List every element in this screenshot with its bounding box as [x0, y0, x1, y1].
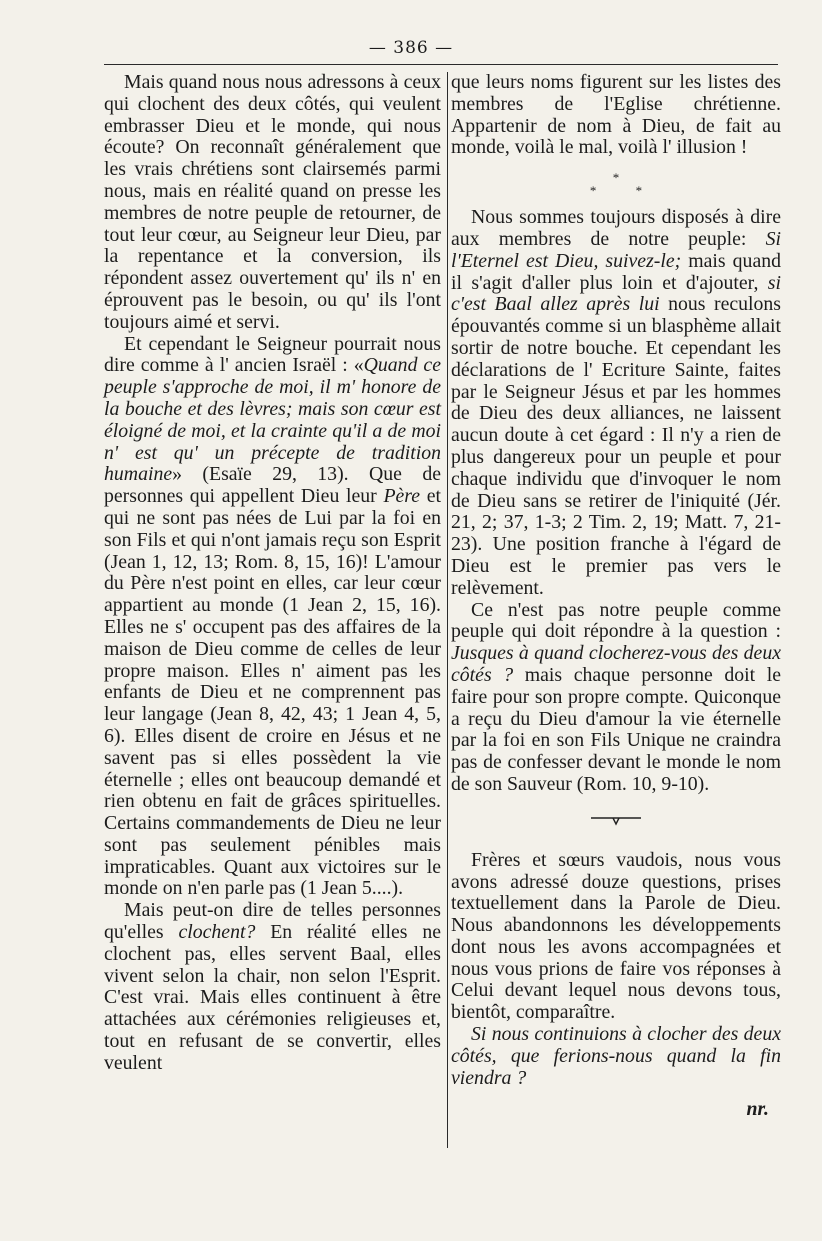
left-column [104, 72, 441, 1075]
signature: nr. [746, 1098, 769, 1121]
left-p2-text-a: Et cependant le Seigneur pourrait nous dire comme à l' ancien Israël : « [104, 332, 441, 377]
column-divider [447, 72, 448, 1148]
right-p2-text-c: nous reculons épouvantés comme si un blasphème allait sortir de notre bouche. Et cependant les déclarations de l' Ecriture Sainte, faites par le Seigneur Jésus et par les hommes de Dieu des deux alliances, ne laissent aucun doute à cet égard : Il n'y a rien de plus dangereux pour un peuple et pour chaque individu que d'invoquer le nom de Dieu sans se retirer de l'iniquité (Jér. 21, 2; 37, 1-3; 2 Tim. 2, 19; Matt. 7, 21-23). Une position franche à l'égard de Dieu est le premier pas vers le relèvement. [451, 293, 782, 599]
right-paragraph-2 [451, 207, 781, 599]
right-paragraph-1: que leurs noms figurent sur les listes des membres de l'Eglise chrétienne. Appartenir de nom à Dieu, de fait au monde, voilà le mal, voilà l' illusion ! [451, 71, 781, 159]
asterism-top: * [612, 170, 620, 186]
asterism-bottom: * * [589, 183, 661, 199]
right-p5-closing: Si nous continuions à clocher des deux côtés, que ferions-nous quand la fin viendra ? [451, 1023, 781, 1089]
right-p2-text-b: mais quand il s'agit d'aller plus loin et d'ajouter, [451, 249, 782, 294]
left-paragraph-1: Mais quand nous nous adressons à ceux qui clochent des deux côtés, qui veulent embrasser Dieu et le monde, qui nous écoute? On reconnaît généralement que les vrais chrétiens sont clairsemés parmi nous, mais en réalité quand on presse les membres de notre peuple de retourner, de tout leur cœur, au Seigneur leur Dieu, par la repentance et la conversion, ils répondent assez ouvertement qu' ils n' en éprouvent pas le besoin, ou qu' ils l'ont toujours aimé et servi. [104, 71, 441, 333]
right-paragraph-4: Frères et sœurs vaudois, nous vous avons adressé douze questions, prises textuellement dans la Parole de Dieu. Nous abandonnons les développements dont nous les avons accompagnées et nous vous prions de faire vos réponses à Celui devant lequel nous devons tous, bientôt, comparaître. [451, 848, 781, 1024]
right-paragraph-3 [451, 600, 781, 796]
left-p2-text-b: » (Esaïe 29, 13). Que de personnes qui appellent Dieu leur [104, 463, 441, 508]
left-p2-text-c: et qui ne sont pas nées de Lui par la foi en son Fils et qui n'ont jamais reçu son Esprit (Jean 1, 12, 13; Rom. 8, 15, 16)! L'amour du Père n'est point en elles, car leur cœur appartient au monde (1 Jean 2, 15, 16). Elles ne s' occupent pas des affaires de la maison de Dieu comme de celles de leur propre maison. Elles n' aiment pas les enfants de Dieu et ne comprennent pas leur langage (Jean 8, 42, 43; 1 Jean 4, 5, 6). Elles disent de croire en Jésus et ne savent pas si elles possèdent la vie éternelle ; elles ont beaucoup demandé et rien obtenu en fait de grâces spirituelles. Certains commandements de Dieu ne leur sont pas seulement pénibles mais impraticables. Quant aux victoires sur le monde on n'en parle pas (1 Jean 5....). [104, 485, 441, 900]
header-rule [104, 64, 778, 65]
ornament-divider [451, 810, 781, 824]
left-p2-quote: Quand ce peuple s'approche de moi, il m' honore de la bouche et des lèvres; mais son cœur est éloigné de moi, et la crainte qu'il a de moi n' est qu' un précepte de tradition humaine [104, 354, 441, 486]
right-p3-text-a: Ce n'est pas notre peuple comme peuple qui doit répondre à la question : [451, 598, 781, 643]
left-paragraph-2 [104, 334, 441, 901]
left-p3-text-b: En réalité elles ne clochent pas, elles servent Baal, elles vivent selon la chair, non selon l'Esprit. C'est vrai. Mais elles continuent à être attachées aux cérémonies religieuses et, tout en refusant de se convertir, elles veulent [104, 921, 442, 1074]
ornament-icon [589, 814, 643, 826]
asterism [451, 171, 781, 197]
right-paragraph-5 [451, 1024, 781, 1089]
right-p2-quote-2: si c'est Baal allez après lui [451, 271, 781, 316]
left-paragraph-3 [104, 900, 441, 1074]
left-p3-text-a: Mais peut-on dire de telles personnes qu'elles [104, 899, 441, 944]
right-column [451, 72, 781, 1121]
right-p2-quote-1: Si l'Eternel est Dieu, suivez-le; [451, 227, 781, 272]
right-p3-quote: Jusques à quand clocherez-vous des deux côtés ? [451, 642, 781, 686]
left-p2-pere: Père [383, 485, 421, 508]
left-p3-clochent: clochent? [178, 921, 256, 944]
right-p3-text-b: mais chaque personne doit le faire pour son propre compte. Quiconque a reçu du Dieu d'amour la vie éternelle par la foi en son Fils Unique ne craindra pas de confesser devant le monde le nom de son Sauveur (Rom. 10, 9-10). [451, 663, 781, 795]
right-p2-text-a: Nous sommes toujours disposés à dire aux membres de notre peuple: [451, 206, 781, 250]
page-number: — 386 — [368, 38, 454, 58]
